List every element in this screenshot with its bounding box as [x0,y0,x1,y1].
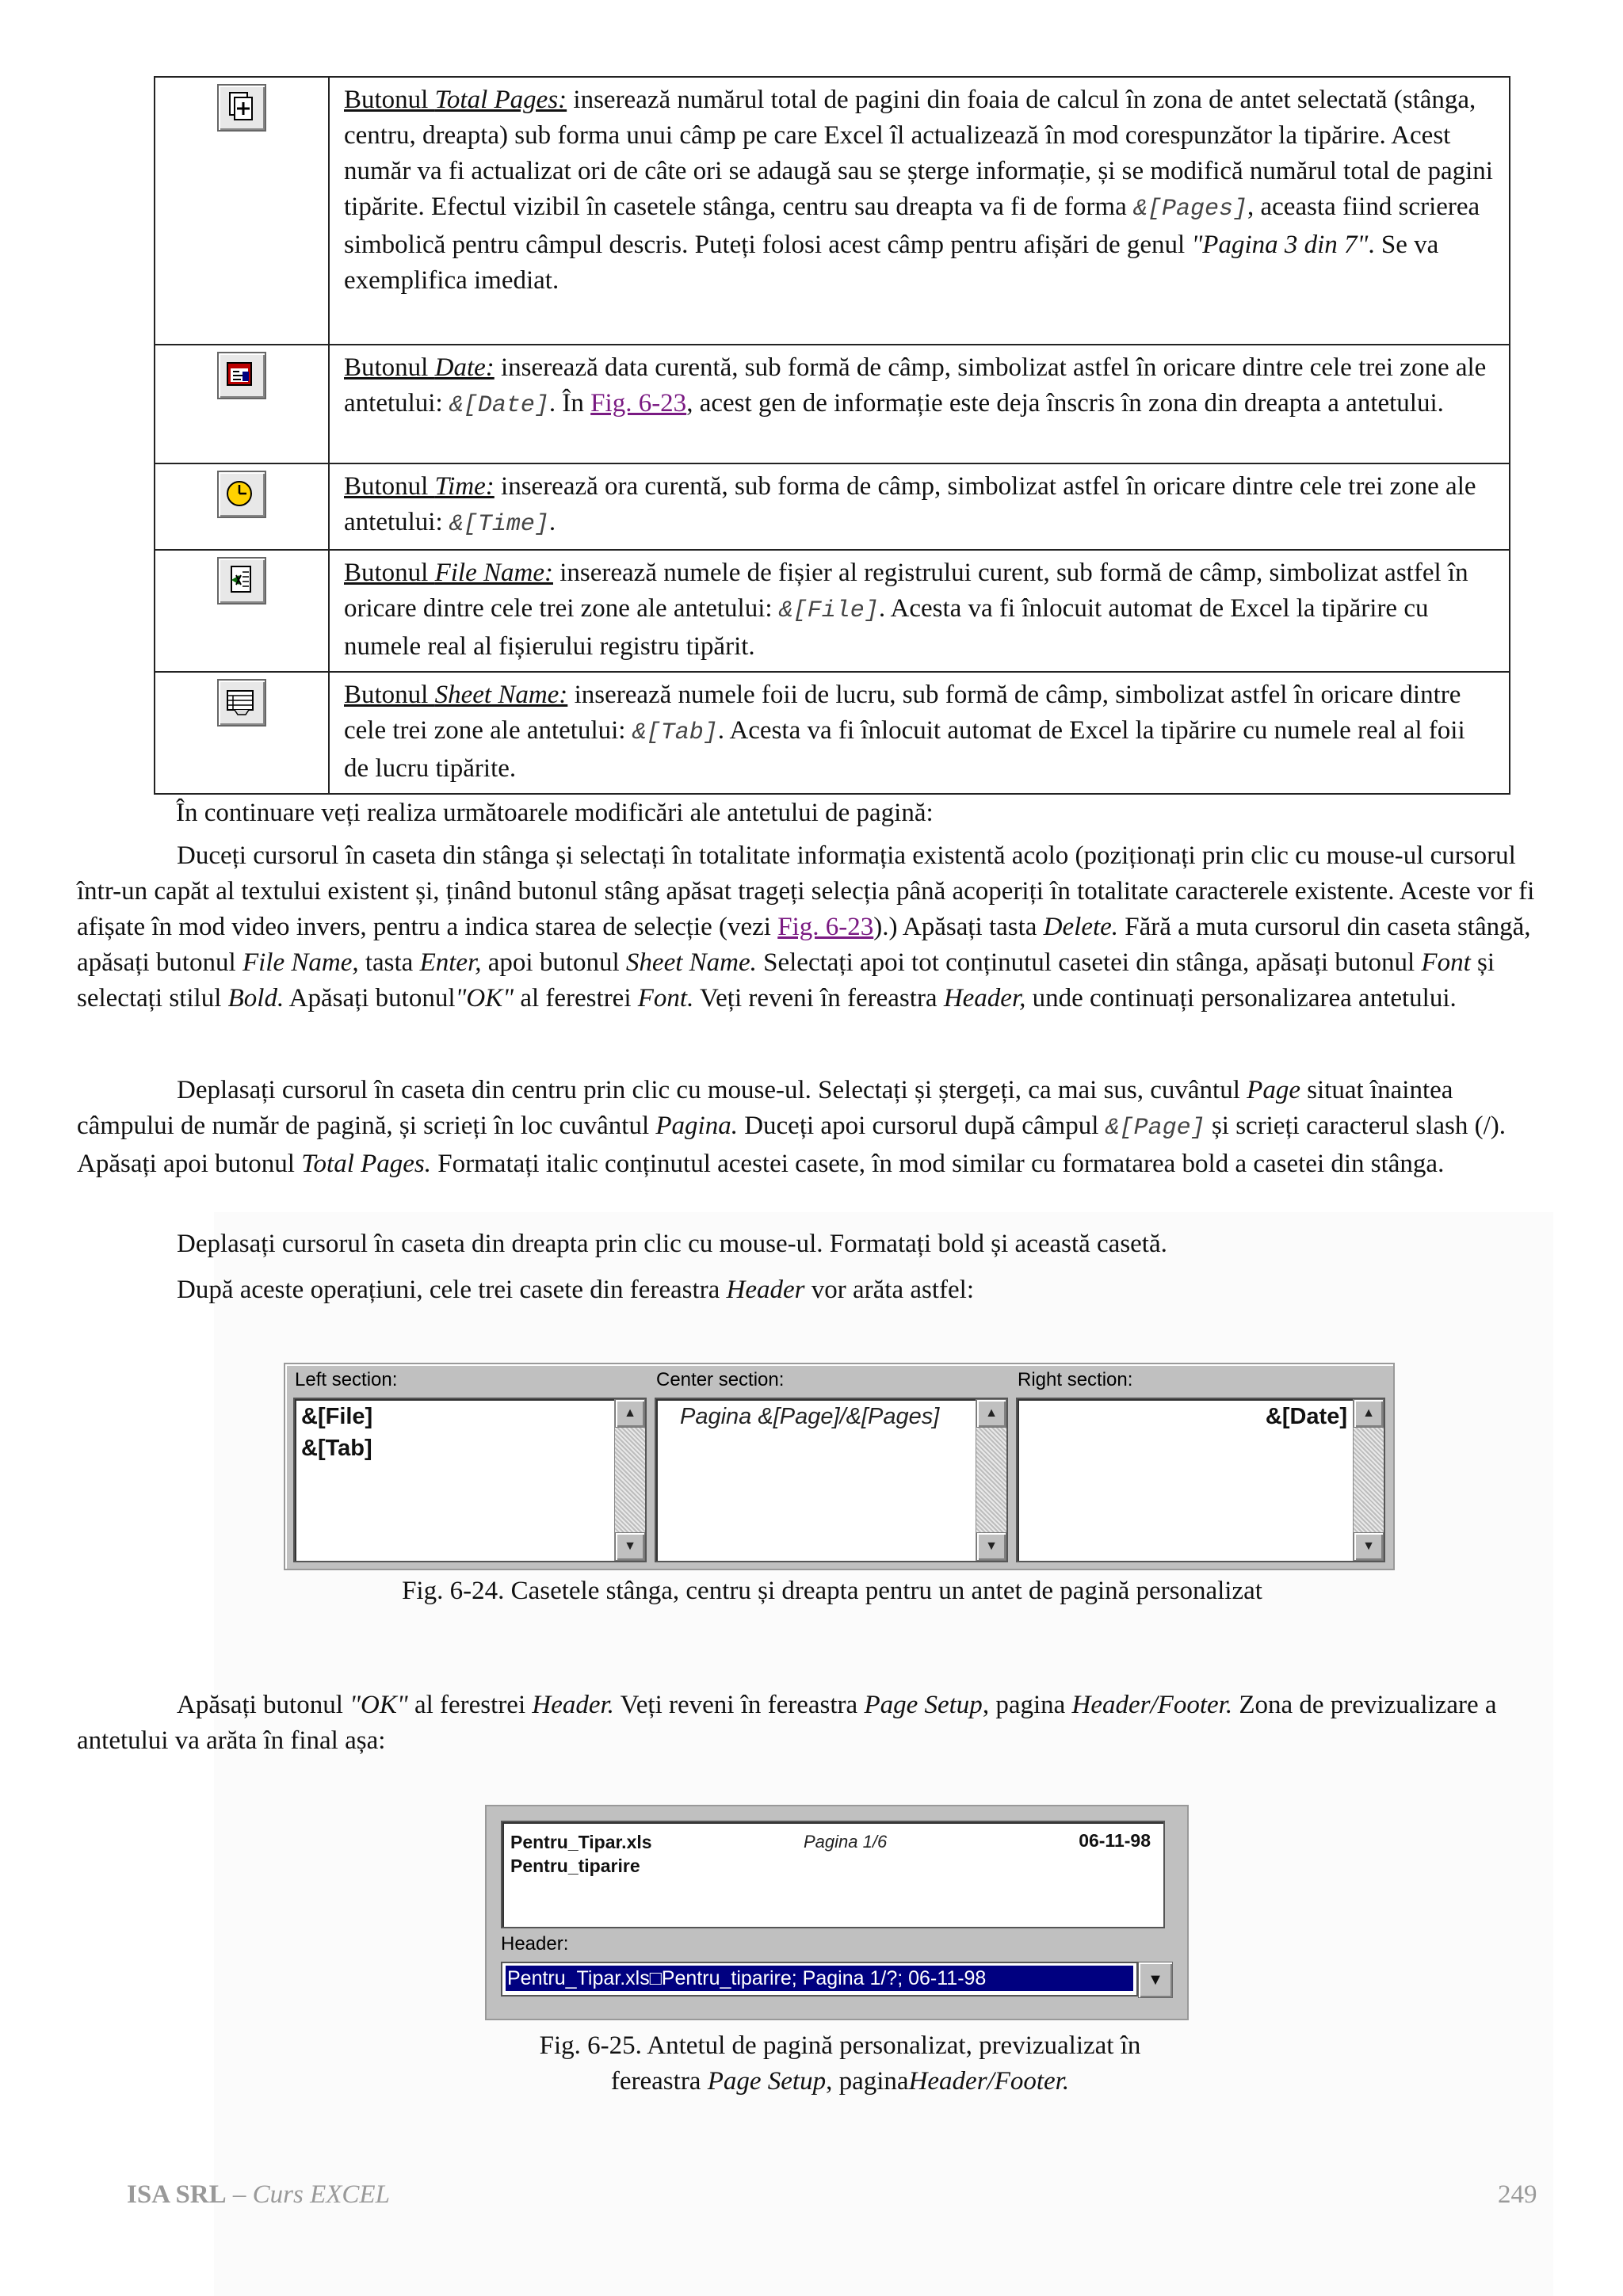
file-name-icon [217,557,266,605]
time-label: Butonul [344,472,435,501]
left-section-input[interactable] [293,1398,647,1562]
paragraph-center-section: Deplasați cursorul în caseta din centru prin clic cu mouse-ul. Selectați și ștergeți, ca mai sus, cuvântul Page situat înaintea câmpului de număr de pagină, și scrieți în loc cuvântul Pagina. Duceți apoi cursorul după câmpul &[Page] și scrieți caracterul slash (/). Apăsați apoi butonul Total Pages. Formatați italic conținutul acestei casete, în mod similar cu formatarea bold a casetei din stânga. [77,1076,1507,1178]
file-name-desc-2: . Acesta va fi înlocuit automat de Excel la tipărire cu numele real al fișierului registru tipărit. [344,594,1429,661]
right-section-text: &[Date] [1265,1404,1347,1429]
left-section-label: Left section: [295,1369,398,1390]
header-buttons-table [154,76,1510,795]
scroll-down-icon[interactable]: ▼ [1354,1532,1384,1561]
intro-paragraph: În continuare veți realiza următoarele modificări ale antetului de pagină: [176,799,934,827]
time-desc: inserează ora curentă, sub forma de câmp, simbolizat astfel în oricare dintre cele trei zone ale antetului: [344,472,1476,536]
center-section-input[interactable] [655,1398,1008,1562]
sheet-name-desc: inserează numele foii de lucru, sub formă de câmp, simbolizat astfel în oricare dintre cele trei zone ale antetului: [344,681,1461,745]
right-section-label: Right section: [1018,1369,1133,1390]
date-icon [217,352,266,399]
left-line-file: &[File] [301,1404,373,1429]
date-label: Butonul [344,353,435,382]
table-row [155,550,1510,672]
table-row [155,463,1510,550]
left-scrollbar[interactable] [614,1399,645,1561]
date-code: &[Date] [449,392,549,419]
sheet-name-term: Sheet Name: [434,681,568,709]
file-name-label: Butonul [344,559,435,587]
preview-date: 06-11-98 [1079,1830,1151,1851]
scroll-down-icon[interactable]: ▼ [615,1532,645,1561]
center-section-text: Pagina &[Page]/&[Pages] [680,1404,940,1429]
header-sections-dialog [284,1363,1395,1570]
header-preview-area [501,1821,1165,1928]
tab-code: &[Tab] [632,719,718,746]
header-select[interactable] [501,1962,1138,1997]
footer-company: ISA SRL – Curs EXCEL [127,2180,390,2209]
total-pages-term: Total Pages: [434,86,567,114]
scroll-down-icon[interactable]: ▼ [976,1532,1006,1561]
header-select-value: Pentru_Tipar.xls□Pentru_tiparire; Pagina 1/?; 06-11-98 [506,1966,1133,1991]
fig-6-25-caption: Fig. 6-25. Antetul de pagină personalizat, previzualizat în fereastra Page Setup, paginaHeader/Footer. [539,2031,1141,2096]
time-code: &[Time] [449,511,549,538]
paragraph-ok-header: Apăsați butonul "OK" al ferestrei Header. Veți reveni în fereastra Page Setup, pagina Header/Footer. Zona de previzualizare a antetului va arăta în final așa: [77,1691,1497,1755]
table-row [155,672,1510,794]
page-number: 249 [1498,2180,1537,2209]
scroll-up-icon[interactable]: ▲ [976,1399,1006,1428]
time-desc-2: . [548,508,556,536]
date-term: Date: [434,353,495,382]
header-dropdown-label: Header: [501,1933,569,1955]
pagina-example: "Pagina 3 din 7" [1191,231,1369,259]
preview-file-name: Pentru_Tipar.xls [510,1832,652,1852]
date-desc: inserează data curentă, sub formă de câmp, simbolizat astfel în oricare dintre cele trei zone ale antetului: [344,353,1487,418]
fig-6-23-link[interactable]: Fig. 6-23 [590,389,687,418]
table-row [155,345,1510,463]
date-desc-3: , acest gen de informație este deja înscris în zona din dreapta a antetului. [686,389,1444,418]
page-setup-header-preview [485,1805,1189,2020]
fig-6-23-link[interactable]: Fig. 6-23 [777,913,874,941]
dropdown-arrow-icon[interactable]: ▼ [1138,1962,1173,1998]
paragraph-right-section: Deplasați cursorul în caseta din dreapta prin clic cu mouse-ul. Formatați bold și această casetă. [177,1230,1167,1258]
table-row [155,77,1510,345]
right-section-input[interactable] [1016,1398,1385,1562]
total-pages-label: Butonul [344,86,435,114]
scroll-up-icon[interactable]: ▲ [615,1399,645,1428]
sheet-name-icon [217,679,266,727]
pages-code: &[Pages] [1132,196,1248,223]
sheet-name-desc-2: . Acesta va fi înlocuit automat de Excel la tipărire cu numele real al foii de lucru tipărite. [344,716,1465,783]
right-scrollbar[interactable] [1353,1399,1384,1561]
total-pages-desc: inserează numărul total de pagini din foaia de calcul în zona de antet selectată (stânga, centru, dreapta) sub forma unui câmp pe care Excel îl actualizează în mod corespunzător la tipărire. Acest număr va fi actualizat ori de câte ori se adaugă sau se șterge informație, și se modifică numărul total de pagini tipărite. Efectul vizibil în casetele stânga, centru sau dreapta va fi de forma [344,86,1493,221]
date-desc-2: . În [548,389,591,418]
center-scrollbar[interactable] [976,1399,1006,1561]
paragraph-left-section: Duceți cursorul în caseta din stânga și selectați în totalitate informația existentă acolo (poziționați prin clic cu mouse-ul cursorul într-un capăt al textului existent și, ținând butonul stâng apăsat trageți selecția până acoperiți în totalitate caracterele existente. Aceste vor fi afișate în mod video invers, pentru a indica starea de selecție (vezi Fig. 6-23).) Apăsați tasta Delete. Fără a muta cursorul din caseta stângă, apăsați butonul File Name, tasta Enter, apoi butonul Sheet Name. Selectați apoi tot conținutul casetei din stânga, apăsați butonul Font și selectați stilul Bold. Apăsați butonul"OK" al ferestrei Font. Veți reveni în fereastra Header, unde continuați personalizarea antetului. [77,841,1535,1013]
total-pages-desc-3: . Se va exemplifica imediat. [344,231,1439,295]
total-pages-icon [217,84,266,132]
sheet-name-label: Butonul [344,681,435,709]
fig-6-24-caption: Fig. 6-24. Casetele stânga, centru și dreapta pentru un antet de pagină personalizat [402,1577,1262,1605]
file-name-desc: inserează numele de fișier al registrului curent, sub formă de câmp, simbolizat astfel în oricare dintre cele trei zone ale antetului: [344,559,1468,623]
time-icon [217,471,266,518]
center-section-label: Center section: [656,1369,785,1390]
preview-sheet-name: Pentru_tiparire [510,1855,640,1876]
time-term: Time: [434,472,495,501]
paragraph-after-ops: După aceste operațiuni, cele trei casete din fereastra Header vor arăta astfel: [177,1276,974,1304]
preview-page-text: Pagina 1/6 [804,1832,888,1852]
scroll-up-icon[interactable]: ▲ [1354,1399,1384,1428]
file-name-term: File Name: [434,559,553,587]
total-pages-desc-2: , aceasta fiind scrierea simbolică pentru câmpul descris. Puteți folosi acest câmp pentru afișări de genul [344,193,1480,259]
left-line-tab: &[Tab] [301,1436,372,1461]
file-code: &[File] [778,597,879,624]
